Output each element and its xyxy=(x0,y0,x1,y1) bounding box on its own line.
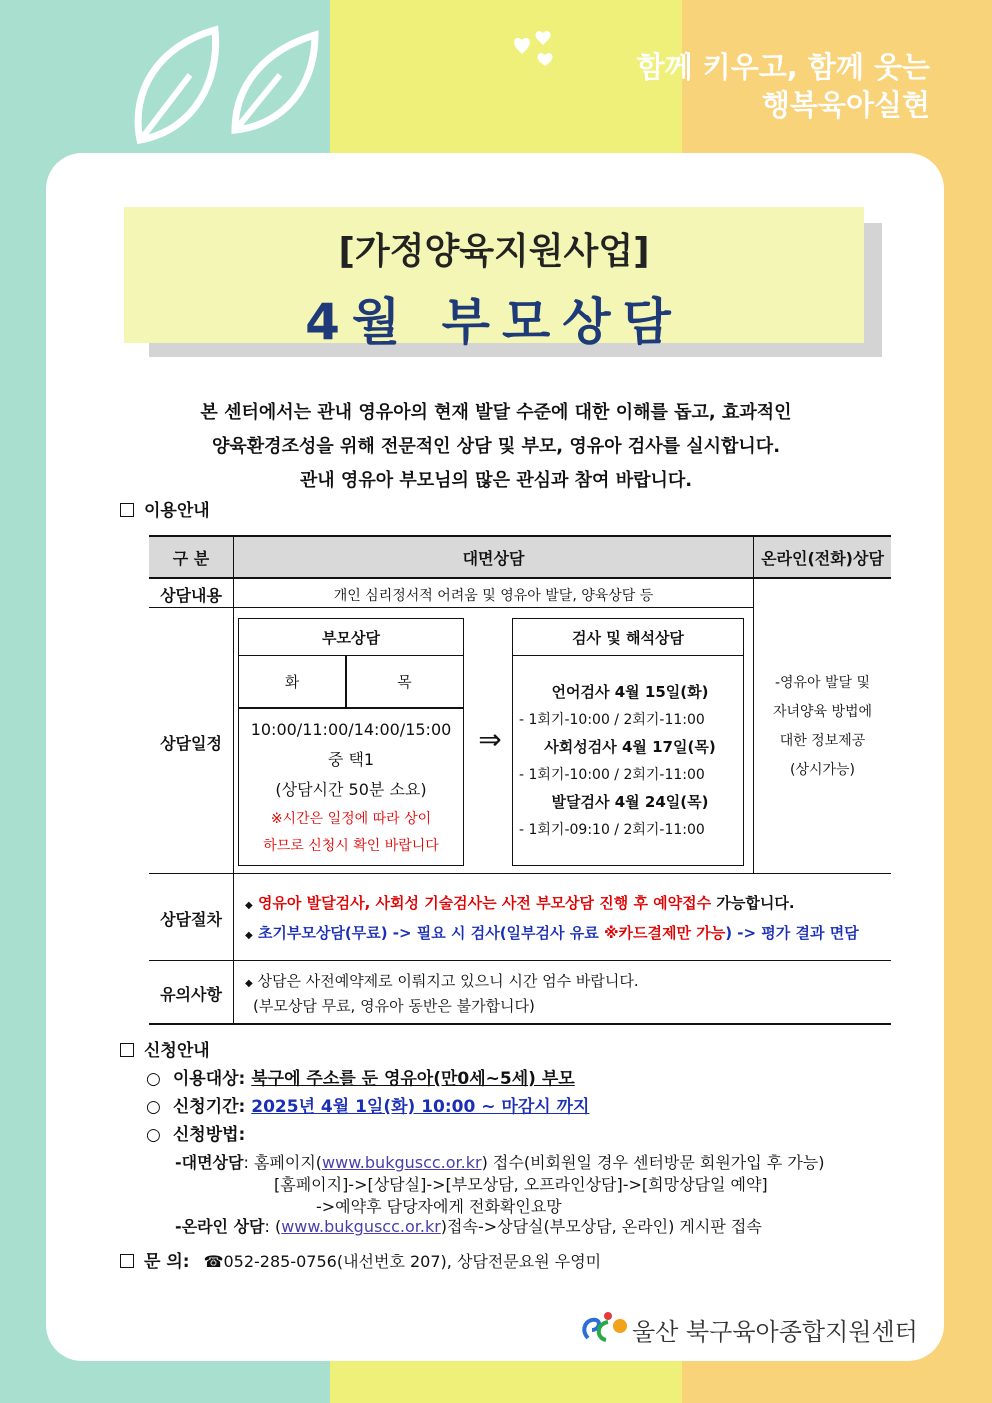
consult-choose: 중 택1 xyxy=(327,750,375,769)
org-name: 울산 북구육아종합지원센터 xyxy=(632,1318,918,1346)
test-slots: - 1회기-10:00 / 2회기-11:00 xyxy=(519,766,705,783)
apply-heading xyxy=(120,1036,210,1061)
online-info-line: 자녀양육 방법에 xyxy=(772,704,873,720)
procedure-step-1: ◆ 영유아 발달검사, 사회성 기술검사는 사전 부모상담 진행 후 예약접수 가능합니다. xyxy=(245,894,795,912)
row-value-content: 개인 심리정서적 어려움 및 영유아 발달, 양육상담 등 xyxy=(333,588,654,604)
org-logo xyxy=(580,1308,920,1348)
row-label-schedule: 상담일정 xyxy=(160,734,222,753)
apply-method-label: 신청방법: xyxy=(172,1125,246,1145)
apply-target-label: 이용대상: xyxy=(172,1069,252,1089)
day-tuesday: 화 xyxy=(284,673,300,691)
online-info-line: -영유아 발달 및 xyxy=(774,675,871,691)
contact-label: 문 의: xyxy=(144,1252,190,1272)
consult-note-2: 하므로 신청시 확인 바랍니다 xyxy=(263,838,439,854)
online-method-post: )접속->상담실(부모상담, 온라인) 게시판 접속 xyxy=(440,1217,762,1236)
row-label-note: 유의사항 xyxy=(160,985,222,1004)
test-consult-box xyxy=(512,618,744,866)
test-name: 발달검사 4월 24일(목) xyxy=(551,793,709,811)
row-label-content: 상담내용 xyxy=(160,586,222,605)
apply-method: ○ 신청방법: xyxy=(146,1125,246,1145)
contact-line xyxy=(120,1247,601,1272)
checkbox-bullet-icon xyxy=(120,1043,134,1057)
org-logo-icon xyxy=(580,1308,630,1348)
homepage-link[interactable]: www.bukguscc.or.kr xyxy=(322,1153,482,1172)
online-info-line: 대한 정보제공 xyxy=(779,733,866,749)
title-box xyxy=(124,207,864,351)
procedure-step-2: ◆ 초기부모상담(무료) -> 필요 시 검사(일부검사 유료 ※카드결제만 가능) -> 평가 결과 면담 xyxy=(245,924,859,942)
hearts-icon xyxy=(508,28,568,68)
note-line-1: 상담은 사전예약제로 이뤄지고 있으니 시간 엄수 바랍니다. xyxy=(257,972,639,990)
parent-consult-title: 부모상담 xyxy=(322,629,380,647)
checkbox-bullet-icon xyxy=(120,503,134,517)
test-list xyxy=(519,679,741,844)
parent-consult-schedule xyxy=(239,715,463,859)
test-slots: - 1회기-09:10 / 2회기-11:00 xyxy=(519,821,705,838)
face-method-line-2: [홈페이지]->[상담실]->[부모상담, 오프라인상담]->[희망상담일 예약] xyxy=(274,1175,768,1194)
apply-period-value: 2025년 4월 1일(화) 10:00 ~ 마감시 까지 xyxy=(251,1097,590,1117)
title-main: 4월 부모상담 xyxy=(305,293,683,351)
test-slots: - 1회기-10:00 / 2회기-11:00 xyxy=(519,711,705,728)
slogan-line-2: 행복육아실현 xyxy=(761,88,930,122)
title-program: [가정양육지원사업] xyxy=(338,231,650,272)
procedure-1-highlight: 영유아 발달검사, 사회성 기술검사는 사전 부모상담 진행 후 예약접수 xyxy=(257,894,712,912)
test-name: 언어검사 4월 15일(화) xyxy=(551,683,709,701)
online-method-label: -온라인 상담 xyxy=(175,1217,265,1236)
face-method-post: ) 접수(비회원일 경우 센터방문 회원가입 후 가능) xyxy=(481,1153,825,1172)
header-online: 온라인(전화)상담 xyxy=(761,549,884,568)
leaf-icon xyxy=(120,20,320,160)
procedure-2-part1: 초기부모상담(무료) -> 필요 시 검사(일부검사 유료 xyxy=(257,924,604,942)
online-homepage-link[interactable]: www.bukguscc.or.kr xyxy=(281,1217,441,1236)
note-line-2: (부모상담 무료, 영유아 동반은 불가합니다) xyxy=(253,997,535,1015)
apply-target: ○ 이용대상: 북구에 주소를 둔 영유아(만0세~5세) 부모 xyxy=(146,1069,575,1089)
intro-line: 본 센터에서는 관내 영유아의 현재 발달 수준에 대한 이해를 돕고, 효과적인 xyxy=(200,402,792,423)
header-face-to-face: 대면상담 xyxy=(462,549,525,568)
face-method-pre: : 홈페이지( xyxy=(243,1153,323,1172)
usage-heading xyxy=(120,496,210,521)
intro-line: 관내 영유아 부모님의 많은 관심과 참여 바랍니다. xyxy=(299,470,693,491)
arrow-icon: ⇒ xyxy=(478,723,502,756)
face-method-line-1 xyxy=(175,1150,825,1173)
test-consult-title: 검사 및 해석상담 xyxy=(572,629,684,647)
procedure-2-card-only: ※카드결제만 가능 xyxy=(603,924,726,942)
online-method-line xyxy=(175,1214,762,1237)
slogan xyxy=(637,48,930,124)
face-method-label: -대면상담 xyxy=(175,1153,244,1172)
checkbox-bullet-icon xyxy=(120,1254,134,1268)
consult-duration: (상담시간 50분 소요) xyxy=(275,780,427,799)
apply-heading-text: 신청안내 xyxy=(144,1041,210,1061)
apply-period: ○ 신청기간: 2025년 4월 1일(화) 10:00 ~ 마감시 까지 xyxy=(146,1097,590,1117)
contact-value: ☎052-285-0756(내선번호 207), 상담전문요원 우영미 xyxy=(203,1252,602,1271)
parent-consult-box xyxy=(238,618,464,866)
note-text: ◆ 상담은 사전예약제로 이뤄지고 있으니 시간 엄수 바랍니다. (부모상담 무료, 영유아 동반은 불가합니다) xyxy=(245,970,890,1018)
online-method-pre: : ( xyxy=(264,1217,282,1236)
apply-target-value: 북구에 주소를 둔 영유아(만0세~5세) 부모 xyxy=(251,1069,575,1089)
online-info-line: (상시가능) xyxy=(789,762,856,778)
consult-times: 10:00/11:00/14:00/15:00 xyxy=(250,720,452,739)
day-thursday: 목 xyxy=(397,673,412,691)
face-method-line-3: ->예약후 담당자에게 전화확인요망 xyxy=(316,1197,562,1216)
header-gubun: 구 분 xyxy=(172,549,210,568)
consult-note-1: ※시간은 일정에 따라 상이 xyxy=(270,811,432,827)
procedure-1-tail: 가능합니다. xyxy=(711,894,795,912)
row-label-procedure: 상담절차 xyxy=(160,910,222,929)
online-consult-info xyxy=(754,669,891,785)
usage-heading-text: 이용안내 xyxy=(144,501,210,521)
intro-text xyxy=(120,396,872,498)
apply-period-label: 신청기간: xyxy=(172,1097,252,1117)
procedure-2-part2: ) -> 평가 결과 면담 xyxy=(725,924,859,942)
intro-line: 양육환경조성을 위해 전문적인 상담 및 부모, 영유아 검사를 실시합니다. xyxy=(211,436,781,457)
usage-table xyxy=(149,535,891,1025)
test-name: 사회성검사 4월 17일(목) xyxy=(544,738,716,756)
slogan-line-1: 함께 키우고, 함께 웃는 xyxy=(636,50,930,84)
